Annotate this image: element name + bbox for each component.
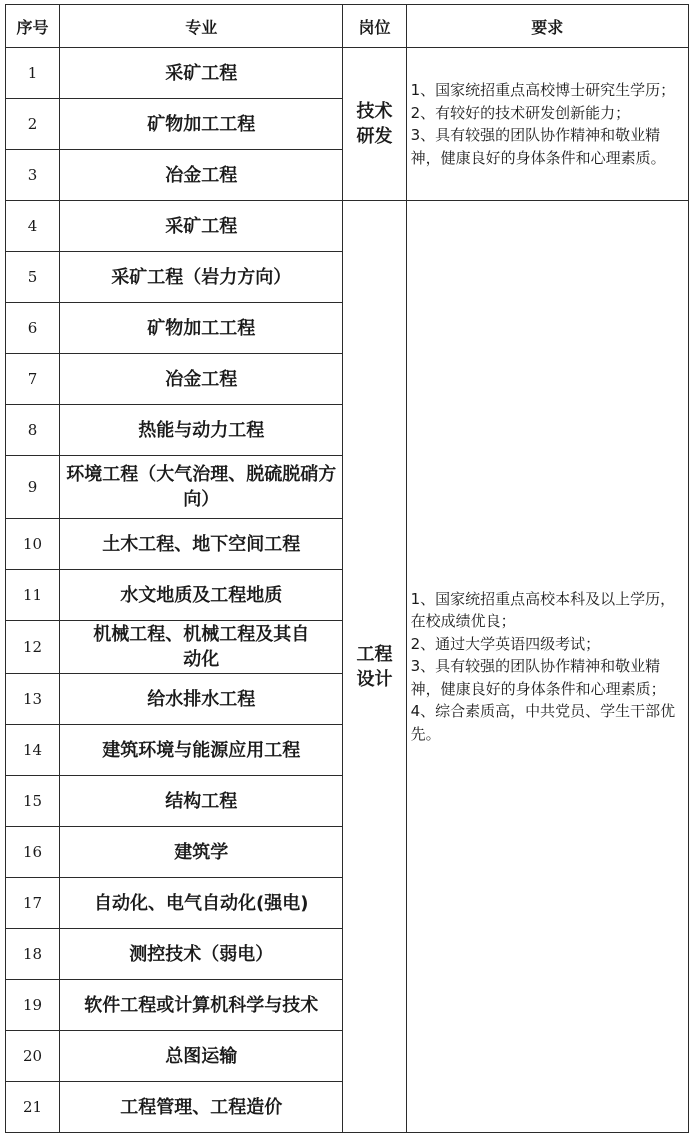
header-major: 专业: [60, 5, 343, 48]
requirement-item: 1、国家统招重点高校博士研究生学历；: [410, 81, 676, 99]
row-number: 1: [6, 48, 60, 99]
table-row: [6, 201, 689, 252]
row-number: 21: [6, 1082, 60, 1133]
header-requirement: 要求: [406, 5, 688, 48]
row-number: 17: [6, 878, 60, 929]
requirement-cell: [406, 48, 688, 201]
row-number: 10: [6, 519, 60, 570]
position-label: 设计: [356, 668, 393, 690]
major-name: 环境工程（大气治理、脱硫脱硝方向）: [60, 456, 343, 519]
major-name: 建筑环境与能源应用工程: [60, 725, 343, 776]
position-cell: [343, 48, 406, 201]
major-name: 采矿工程（岩力方向）: [60, 252, 343, 303]
row-number: 2: [6, 99, 60, 150]
row-number: 8: [6, 405, 60, 456]
header-row: [6, 5, 689, 48]
row-number: 3: [6, 150, 60, 201]
requirement-item: 2、有较好的技术研发创新能力；: [410, 103, 631, 122]
position-label: 工程: [356, 643, 393, 665]
major-name: 工程管理、工程造价: [60, 1082, 343, 1133]
requirement-item: 4、综合素质高，中共党员、学生干部优先。: [410, 702, 676, 743]
header-no: 序号: [6, 5, 60, 48]
position-label: 技术: [356, 101, 393, 122]
major-name: 测控技术（弱电）: [60, 929, 343, 980]
major-name: 结构工程: [60, 776, 343, 827]
row-number: 4: [6, 201, 60, 252]
major-name: 给水排水工程: [60, 674, 343, 725]
position-cell: [343, 201, 406, 1133]
recruitment-table: [5, 4, 689, 1133]
row-number: 6: [6, 303, 60, 354]
major-name: 采矿工程: [60, 48, 343, 99]
row-number: 13: [6, 674, 60, 725]
major-name: 土木工程、地下空间工程: [60, 519, 343, 570]
requirement-item: 1、国家统招重点高校本科及以上学历，在校成绩优良；: [410, 589, 676, 631]
position-label: 研发: [356, 126, 393, 147]
table-row: [6, 48, 689, 99]
major-name: 水文地质及工程地质: [60, 570, 343, 621]
row-number: 5: [6, 252, 60, 303]
row-number: 20: [6, 1031, 60, 1082]
major-name: 软件工程或计算机科学与技术: [60, 980, 343, 1031]
requirement-item: 3、具有较强的团队协作精神和敬业精神，健康良好的身体条件和心理素质；: [410, 657, 666, 698]
header-position: 岗位: [343, 5, 406, 48]
row-number: 12: [6, 621, 60, 674]
major-name: 总图运输: [60, 1031, 343, 1082]
major-name: 自动化、电气自动化(强电): [60, 878, 343, 929]
major-name: 建筑学: [60, 827, 343, 878]
row-number: 14: [6, 725, 60, 776]
major-name: 矿物加工工程: [60, 303, 343, 354]
row-number: 19: [6, 980, 60, 1031]
requirement-cell: [406, 201, 688, 1133]
requirement-item: 3、具有较强的团队协作精神和敬业精神，健康良好的身体条件和心理素质。: [410, 126, 666, 167]
major-name: 矿物加工工程: [60, 99, 343, 150]
major-name: 采矿工程: [60, 201, 343, 252]
major-name: 冶金工程: [60, 354, 343, 405]
row-number: 15: [6, 776, 60, 827]
requirement-item: 2、通过大学英语四级考试；: [410, 634, 601, 653]
major-name: 机械工程、机械工程及其自动化: [60, 621, 343, 674]
row-number: 7: [6, 354, 60, 405]
row-number: 9: [6, 456, 60, 519]
major-name: 热能与动力工程: [60, 405, 343, 456]
row-number: 11: [6, 570, 60, 621]
row-number: 16: [6, 827, 60, 878]
row-number: 18: [6, 929, 60, 980]
major-name: 冶金工程: [60, 150, 343, 201]
